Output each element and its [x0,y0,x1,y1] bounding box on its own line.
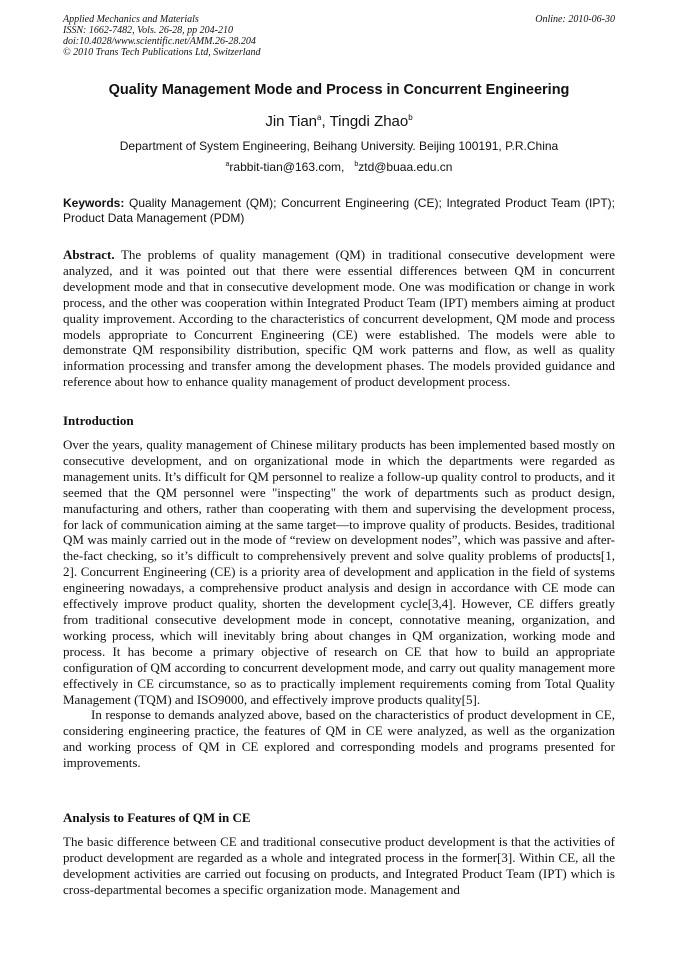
author-superscript: b [408,113,413,122]
journal-name: Applied Mechanics and Materials [63,14,199,25]
affiliation: Department of System Engineering, Beihang University. Beijing 100191, P.R.China [119,139,559,153]
copyright-line: © 2010 Trans Tech Publications Ltd, Switzerland [63,47,261,58]
paragraph: Over the years, quality management of Chinese military products has been implemented based mostly on consecutive development, and on organizational mode in which the departments were regarded as management units. It’s difficult for QM personnel to realize a follow-up quality control to products, and it seemed that the QM personnel were "inspecting" the work of departments such as product design, manufacturing and others, rather than cooperating with them and supervising the development process, for lack of communication aiming at the same target—to improve quality of products. Besides, traditional QM was mainly carried out in the mode of “review on development nodes”, which was passive and after-the-fact checking, so it’s difficult to comprehensively prevent and solve quality problems of products[1, 2]. Concurrent Engineering (CE) is a priority area of development and application in the field of systems engineering nowadays, a comprehensive product analysis and design in accordance with CE mode can effectively improve product quality, shorten the development cycle[3,4]. However, CE differs greatly from traditional consecutive development mode in concept, connotative meaning, organization, and working process, which will inevitably bring about changes in QM organization, working mode and process. It has become a primary objective of research on CE that how to build an appropriate configuration of QM according to concurrent development mode, and carry out quality management more effectively in CE circumstance, so as to practically implement requirements coming from Total Quality Management (TQM) and ISO9000, and effectively improve products quality[5]. [63,437,615,707]
abstract-block [63,247,615,390]
email-superscript: b [354,161,359,168]
author-separator: , [321,113,330,130]
paper-title: Quality Management Mode and Process in Concurrent Engineering [108,82,570,98]
keywords-text: Quality Management (QM); Concurrent Engineering (CE); Integrated Product Team (IPT); Product Data Management (PDM) [63,196,615,225]
paragraph: In response to demands analyzed above, based on the characteristics of product development in CE, considering engineering practice, the features of QM in CE were analyzed, as well as the organization and working process of QM in CE explored and corresponding models and programs presented for improvements. [63,707,615,771]
analysis-section [63,834,615,898]
keywords-label: Keywords: [63,196,125,210]
abstract-text: The problems of quality management (QM) in traditional consecutive development were analyzed, and it was pointed out that there were essential differences between QM in concurrent development mode and that in consecutive development mode. One was modification or change in work process, and the other was cooperation within Integrated Product Team (IPT) members aiming at product quality improvement. According to the characteristics of concurrent development, QM mode and process models appropriate to Concurrent Engineering (CE) were established. The models were able to demonstrate QM responsibility distribution, specific QM work patterns and flow, as well as quality information processing and transfer among the development phases. The models provided guidance and reference about how to enhance quality management of product development process. [63,247,616,390]
section-heading: Analysis to Features of QM in CE [63,810,251,825]
author-name: Jin Tian [265,113,318,130]
email-superscript: a [225,161,230,168]
email-link[interactable]: ztd@buaa.edu.cn [358,160,453,174]
email-line [0,160,678,174]
email-link[interactable]: rabbit-tian@163.com, [229,160,345,174]
section-heading: Introduction [63,413,134,428]
author-superscript: a [317,113,322,122]
online-date: Online: 2010-06-30 [535,14,615,25]
introduction-section [63,437,615,771]
author-name: Tingdi Zhao [329,113,409,130]
author-line [0,113,678,130]
keywords-block [63,196,615,226]
paragraph: The basic difference between CE and traditional consecutive product development is that the activities of product development are regarded as a whole and integrated process in the former[3]. Within CE, all the development activities are carried out focusing on products, and Integrated Product Team (IPT) which is cross-departmental becomes a specific organization mode. Management and [63,834,615,897]
doi-line: doi:10.4028/www.scientific.net/AMM.26-28.204 [63,36,256,47]
issn-line: ISSN: 1662-7482, Vols. 26-28, pp 204-210 [63,25,233,36]
journal-header [63,14,615,58]
abstract-label: Abstract. [63,247,115,262]
